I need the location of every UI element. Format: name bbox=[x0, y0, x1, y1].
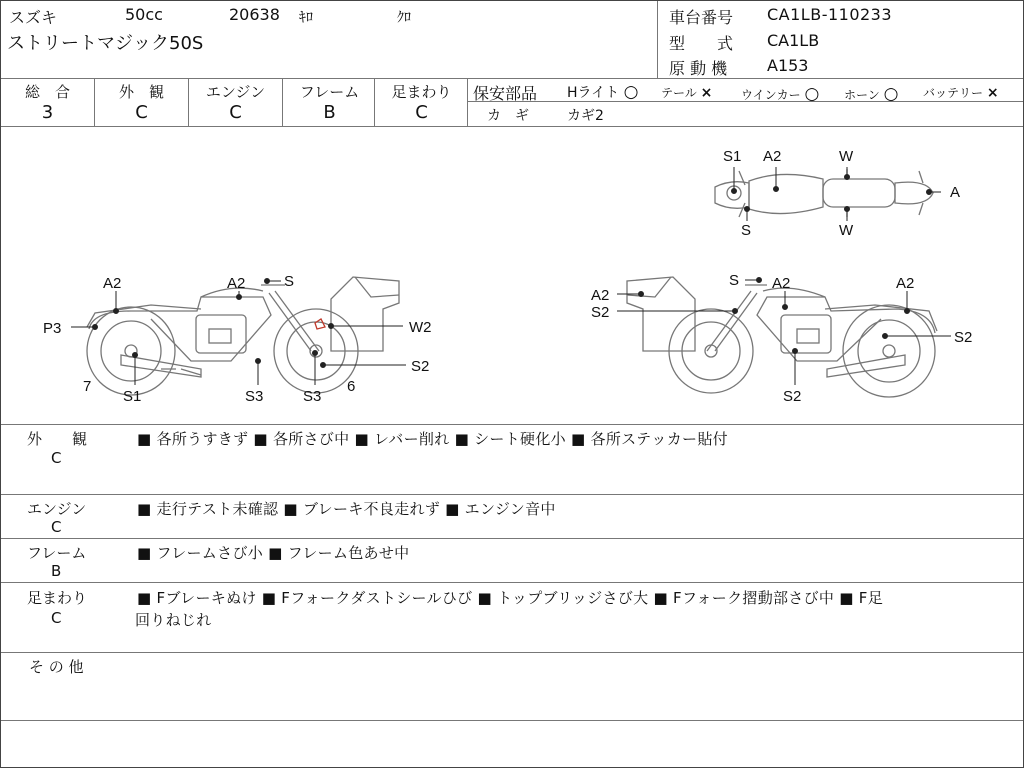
label-right-s2c: S2 bbox=[783, 388, 802, 405]
label-right-a2a: A2 bbox=[772, 275, 791, 292]
note-label-other: そ の 他 bbox=[29, 658, 84, 676]
grade-header-suspension: 足まわり bbox=[391, 83, 452, 101]
label-left-s3b: S3 bbox=[303, 388, 322, 405]
safety-item-winker bbox=[741, 84, 819, 104]
safety-item-name: Hライト bbox=[567, 85, 620, 101]
grade-divider bbox=[282, 79, 283, 126]
damage-mark bbox=[315, 319, 325, 329]
note-text-exterior: ■ 各所うすきず ■ 各所さび中 ■ レバー削れ ■ シート硬化小 ■ 各所ステッカー貼付 bbox=[137, 430, 728, 448]
displacement: 50cc bbox=[125, 5, 163, 24]
frame-no-label: 車台番号 bbox=[669, 8, 734, 27]
note-rule bbox=[1, 494, 1023, 495]
safety-mark: × bbox=[700, 85, 713, 101]
grade-value-overall: 3 bbox=[41, 102, 54, 123]
color: ｸﾛ bbox=[397, 10, 411, 26]
note-grade-suspension: C bbox=[51, 609, 62, 627]
header-rule bbox=[1, 78, 1023, 79]
note-grade-exterior: C bbox=[51, 449, 62, 467]
note-rule bbox=[1, 582, 1023, 583]
key-value: カギ2 bbox=[567, 108, 604, 124]
grade-divider bbox=[94, 79, 95, 126]
note-text-suspension-cont: 回りねじれ bbox=[135, 611, 212, 629]
leader-lines bbox=[71, 167, 951, 385]
label-right-s2a: S2 bbox=[591, 304, 610, 321]
damage-diagram bbox=[1, 129, 1023, 425]
diagram-rule bbox=[1, 424, 1023, 425]
label-top-w2: W bbox=[839, 222, 854, 239]
note-rule bbox=[1, 538, 1023, 539]
note-grade-frame: B bbox=[51, 562, 62, 580]
label-left-s1: S1 bbox=[123, 388, 142, 405]
grade-divider bbox=[188, 79, 189, 126]
note-rule bbox=[1, 720, 1023, 721]
safety-mark: ○ bbox=[883, 84, 899, 104]
engine-value: A153 bbox=[767, 56, 809, 75]
key-label: カ ギ bbox=[487, 108, 529, 124]
grades-rule bbox=[1, 126, 1023, 127]
label-left-w2: W2 bbox=[409, 319, 432, 336]
safety-item-horn bbox=[844, 84, 898, 104]
grade-divider bbox=[374, 79, 375, 126]
safety-item-tail bbox=[661, 84, 712, 101]
safety-item-name: ウインカー bbox=[741, 88, 801, 102]
safety-item-battery bbox=[923, 84, 999, 101]
safety-item-name: バッテリー bbox=[923, 86, 984, 100]
label-right-a2c: A2 bbox=[896, 275, 915, 292]
model-name: ストリートマジック50S bbox=[7, 33, 204, 54]
label-left-a2a: A2 bbox=[103, 275, 122, 292]
note-text-frame: ■ フレームさび小 ■ フレーム色あせ中 bbox=[137, 544, 410, 562]
label-top-w1: W bbox=[839, 148, 854, 165]
maker: スズキ bbox=[9, 8, 58, 27]
note-label-exterior: 外 観 bbox=[27, 430, 88, 448]
label-top-s1: S1 bbox=[723, 148, 742, 165]
label-top-a: A bbox=[950, 184, 961, 201]
label-right-s2b: S2 bbox=[954, 329, 973, 346]
label-left-s2: S2 bbox=[411, 358, 430, 375]
label-top-s: S bbox=[741, 222, 752, 239]
grade-header-exterior: 外 観 bbox=[118, 83, 164, 101]
label-left-s: S bbox=[284, 273, 295, 290]
grade-value-suspension: C bbox=[415, 102, 428, 123]
note-rule bbox=[1, 652, 1023, 653]
grade-value-frame: B bbox=[323, 102, 336, 123]
diagram-labels bbox=[43, 148, 972, 405]
grade-header-overall: 総 合 bbox=[24, 83, 70, 101]
safety-mark: × bbox=[986, 85, 999, 101]
safety-label: 保安部品 bbox=[473, 84, 538, 103]
safety-item-name: ホーン bbox=[844, 88, 880, 102]
safety-item-name: テール bbox=[661, 86, 697, 100]
grade-divider bbox=[467, 79, 468, 126]
label-left-6: 6 bbox=[347, 378, 356, 395]
note-text-engine: ■ 走行テスト未確認 ■ ブレーキ不良走れず ■ エンジン音中 bbox=[137, 500, 556, 518]
mileage-unit: ｷﾛ bbox=[299, 10, 313, 26]
label-left-s3a: S3 bbox=[245, 388, 264, 405]
type-value: CA1LB bbox=[767, 31, 820, 50]
safety-item-headlight bbox=[567, 82, 638, 102]
note-label-engine: エンジン bbox=[27, 500, 87, 518]
note-text-suspension: ■ Fブレーキぬけ ■ Fフォークダストシールひび ■ トップブリッジさび大 ■ Fフォーク摺動部さび中 ■ F足 bbox=[137, 589, 884, 607]
label-right-a2b: A2 bbox=[591, 287, 610, 304]
right-side-bike bbox=[627, 277, 937, 397]
frame-no: CA1LB-110233 bbox=[767, 5, 893, 24]
label-left-p3: P3 bbox=[43, 320, 62, 337]
header-divider bbox=[657, 1, 658, 79]
note-grade-engine: C bbox=[51, 518, 62, 536]
grade-value-exterior: C bbox=[135, 102, 148, 123]
note-label-suspension: 足まわり bbox=[27, 589, 88, 607]
mileage: 20638 bbox=[229, 5, 280, 24]
type-label: 型 式 bbox=[669, 34, 734, 53]
safety-mark: ○ bbox=[804, 84, 820, 104]
label-left-a2b: A2 bbox=[227, 275, 246, 292]
safety-mark: ○ bbox=[623, 82, 639, 102]
grade-header-engine: エンジン bbox=[205, 83, 266, 101]
grade-value-engine: C bbox=[229, 102, 242, 123]
label-right-s: S bbox=[729, 272, 740, 289]
label-left-7: 7 bbox=[83, 378, 92, 395]
engine-label: 原 動 機 bbox=[669, 59, 728, 78]
note-label-frame: フレーム bbox=[27, 544, 87, 562]
grade-header-frame: フレーム bbox=[299, 83, 360, 101]
label-top-a2: A2 bbox=[763, 148, 782, 165]
